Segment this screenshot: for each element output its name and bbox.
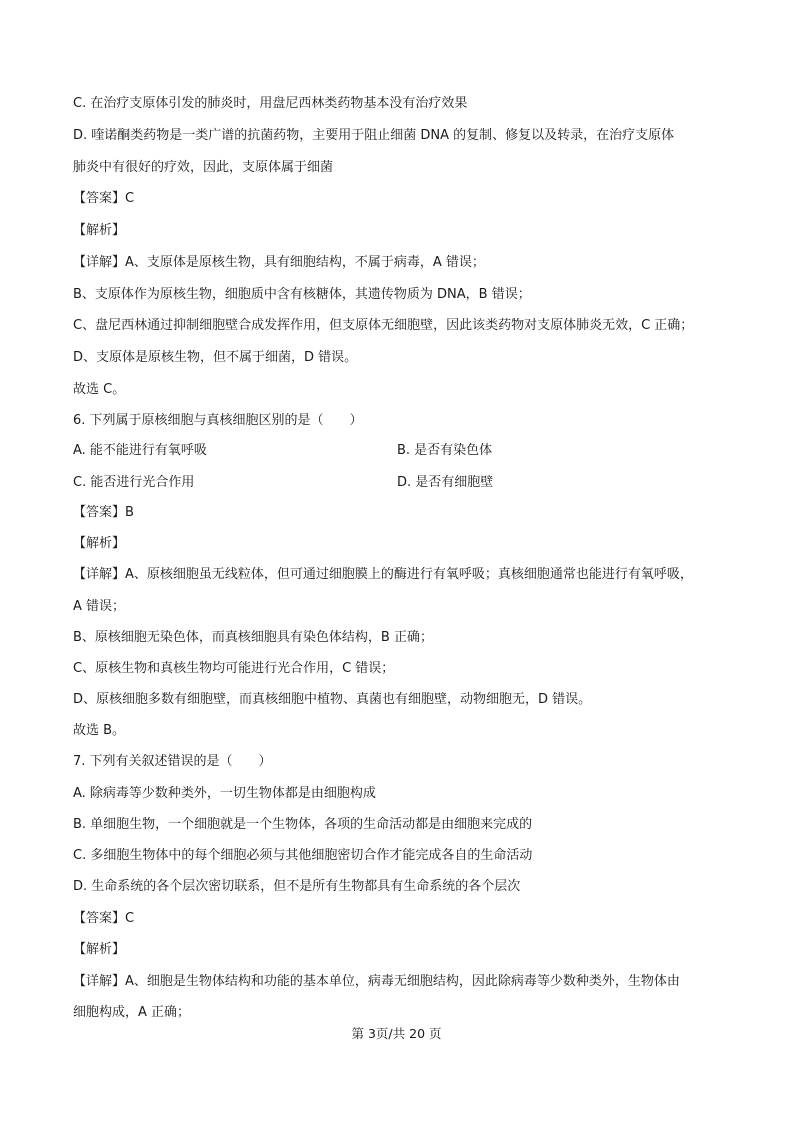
q6-detail-b: B、原核细胞无染色体，而真核细胞具有染色体结构，B 正确； [73,630,433,645]
q5-answer: 【答案】C [73,191,135,206]
q6-detail-a-line1: 【详解】A、原核细胞虽无线粒体，但可通过细胞膜上的酶进行有氧呼吸；真核细胞通常也能进行有氧呼吸， [73,567,693,582]
q5-analysis-label: 【解析】 [73,223,126,238]
q6-detail-a-line2: A 错误； [73,599,126,614]
q7-detail-a-line1: 【详解】A、细胞是生物体结构和功能的基本单位，病毒无细胞结构，因此除病毒等少数种类外，生物体由 [73,974,680,989]
q7-question: 7. 下列有关叙述错误的是（ ） [73,754,272,769]
q6-option-c: C. 能否进行光合作用 [73,475,195,490]
q7-detail-a-line2: 细胞构成，A 正确； [73,1005,191,1020]
q6-analysis-label: 【解析】 [73,536,126,551]
q7-answer: 【答案】C [73,911,135,926]
q6-conclusion: 故选 B。 [73,723,126,738]
q5-option-d-line1: D. 喹诺酮类药物是一类广谱的抗菌药物，主要用于阻止细菌 DNA 的复制、修复以及转录，在治疗支原体 [73,128,675,143]
q7-analysis-label: 【解析】 [73,942,126,957]
q5-detail-d: D、支原体是原核生物，但不属于细菌，D 错误。 [73,350,358,365]
q6-question: 6. 下列属于原核细胞与真核细胞区别的是（ ） [73,413,363,428]
q5-detail-c: C、盘尼西林通过抑制细胞壁合成发挥作用，但支原体无细胞壁，因此该类药物对支原体肺炎无效，C 正确； [73,318,694,333]
q6-option-d: D. 是否有细胞壁 [397,475,494,490]
q6-option-b: B. 是否有染色体 [397,443,493,458]
q7-option-a: A. 除病毒等少数种类外，一切生物体都是由细胞构成 [73,786,376,801]
q7-option-b: B. 单细胞生物，一个细胞就是一个生物体，各项的生命活动都是由细胞来完成的 [73,817,533,832]
q7-option-d: D. 生命系统的各个层次密切联系，但不是所有生物都具有生命系统的各个层次 [73,879,521,894]
q5-option-c: C. 在治疗支原体引发的肺炎时，用盘尼西林类药物基本没有治疗效果 [73,96,468,111]
q6-answer: 【答案】B [73,505,134,520]
q7-option-c: C. 多细胞生物体中的每个细胞必须与其他细胞密切合作才能完成各自的生命活动 [73,848,533,863]
q5-conclusion: 故选 C。 [73,382,126,397]
q6-detail-d: D、原核细胞多数有细胞壁，而真核细胞中植物、真菌也有细胞壁，动物细胞无，D 错误。 [73,692,592,707]
q5-detail-b: B、支原体作为原核生物，细胞质中含有核糖体，其遗传物质为 DNA，B 错误； [73,287,531,302]
page-footer: 第 3页/共 20 页 [351,1026,442,1041]
q6-detail-c: C、原核生物和真核生物均可能进行光合作用，C 错误； [73,661,395,676]
q5-option-d-line2: 肺炎中有很好的疗效，因此，支原体属于细菌 [73,160,334,175]
q5-detail-a: 【详解】A、支原体是原核生物，具有细胞结构，不属于病毒，A 错误； [73,255,485,270]
q6-option-a: A. 能不能进行有氧呼吸 [73,443,207,458]
